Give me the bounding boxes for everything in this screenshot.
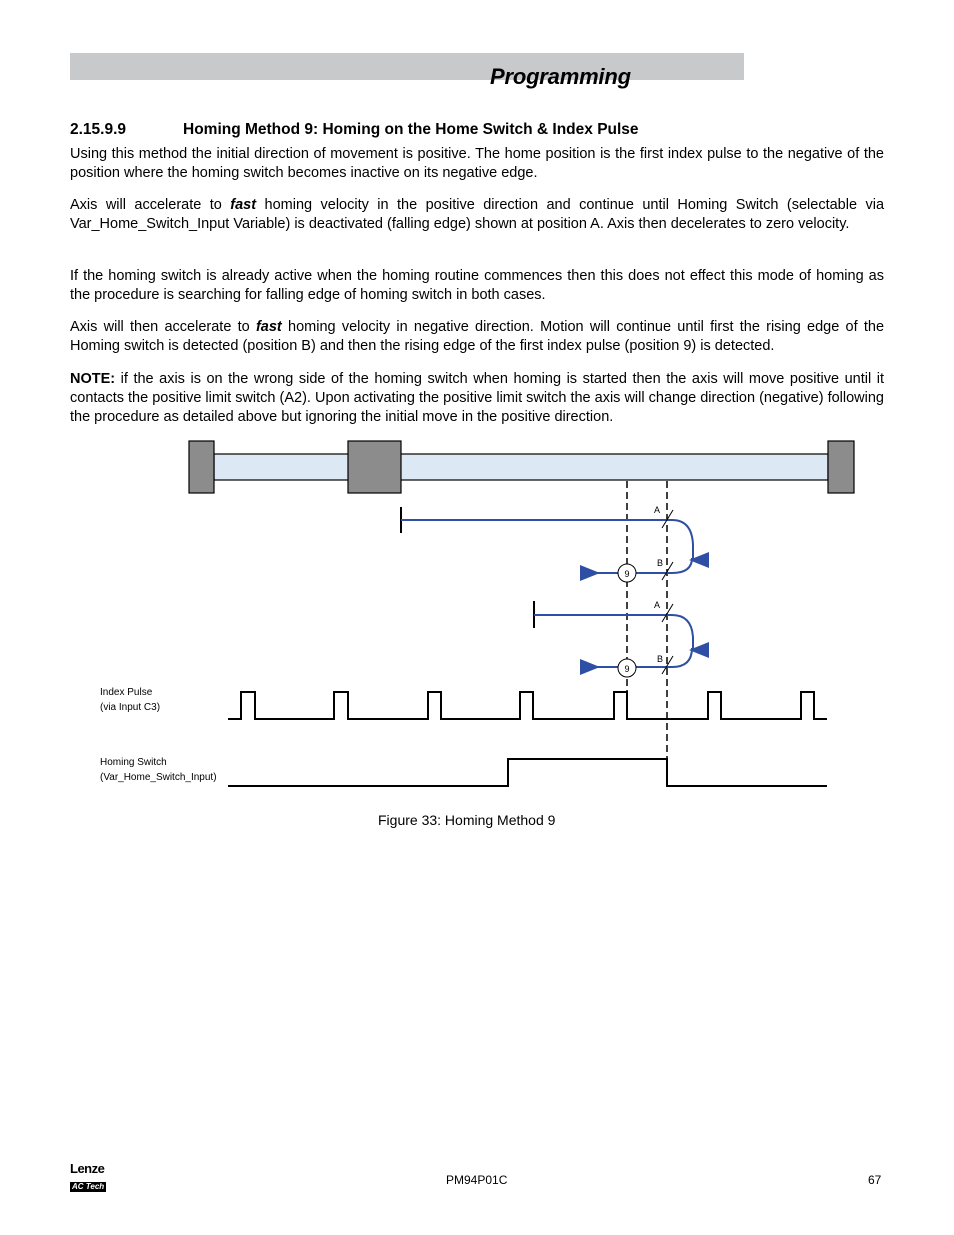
paragraph-1: Using this method the initial direction of movement is positive. The home position is the first index pulse to the negative of the position where the homing switch becomes inactive on its negative edge. xyxy=(70,146,884,181)
homing-switch-waveform xyxy=(228,759,827,786)
logo-wordmark: Lenze xyxy=(70,1161,105,1176)
homing-switch-sublabel: (Var_Home_Switch_Input) xyxy=(100,772,217,783)
label-a: A xyxy=(653,505,660,515)
lenze-logo xyxy=(70,1162,110,1194)
label-a: A xyxy=(653,600,660,610)
label-9: 9 xyxy=(624,664,630,674)
motion-path-2 xyxy=(534,600,693,677)
motion-path-1 xyxy=(401,505,693,582)
paragraph-4: Axis will then accelerate to fast homing velocity in negative direction. Motion will continue until first the rising edge of the Homing switch is detected (position B) and then the rising edge of the first index pulse (position 9) is detected. xyxy=(70,319,885,354)
footer-document-id: PM94P01C xyxy=(446,1173,508,1187)
label-9: 9 xyxy=(624,569,630,579)
figure-caption: Figure 33: Homing Method 9 xyxy=(378,812,556,828)
footer-page-number: 67 xyxy=(868,1173,882,1187)
note-paragraph: NOTE: if the axis is on the wrong side of the homing switch when homing is started then the axis will move positive until it contacts the positive limit switch (A2). Upon activating the positive limit switch the axis will change direction (negative) following the procedure as detailed above but ignoring the initial move in the positive direction. xyxy=(70,371,884,425)
note-label: NOTE: xyxy=(70,371,116,387)
page-header-title: Programming xyxy=(490,64,631,89)
index-pulse-waveform xyxy=(228,692,827,719)
label-b: B xyxy=(656,654,663,664)
label-b: B xyxy=(656,558,663,568)
negative-limit-block xyxy=(189,441,214,493)
index-pulse-sublabel: (via Input C3) xyxy=(100,702,161,713)
fast-emphasis: fast xyxy=(230,197,257,213)
carriage-block xyxy=(348,441,401,493)
section-title: Homing Method 9: Homing on the Home Switch & Index Pulse xyxy=(183,121,639,138)
axis-rail xyxy=(214,454,828,480)
logo-subbrand: AC Tech xyxy=(72,1182,105,1191)
index-pulse-label: Index Pulse xyxy=(100,687,153,698)
paragraph-2: Axis will accelerate to fast homing velocity in the positive direction and continue until Homing Switch (selectable via Var_Home_Switch_Input Variable) is deactivated (falling edge) shown at position A. Axis then decelerates to zero velocity. xyxy=(70,197,885,232)
positive-limit-block xyxy=(828,441,854,493)
section-number: 2.15.9.9 xyxy=(70,121,127,138)
homing-switch-label: Homing Switch xyxy=(100,757,167,768)
paragraph-3: If the homing switch is already active when the homing routine commences then this does not effect this mode of homing as the procedure is searching for falling edge of homing switch in both cases. xyxy=(70,268,884,303)
fast-emphasis: fast xyxy=(255,319,282,335)
